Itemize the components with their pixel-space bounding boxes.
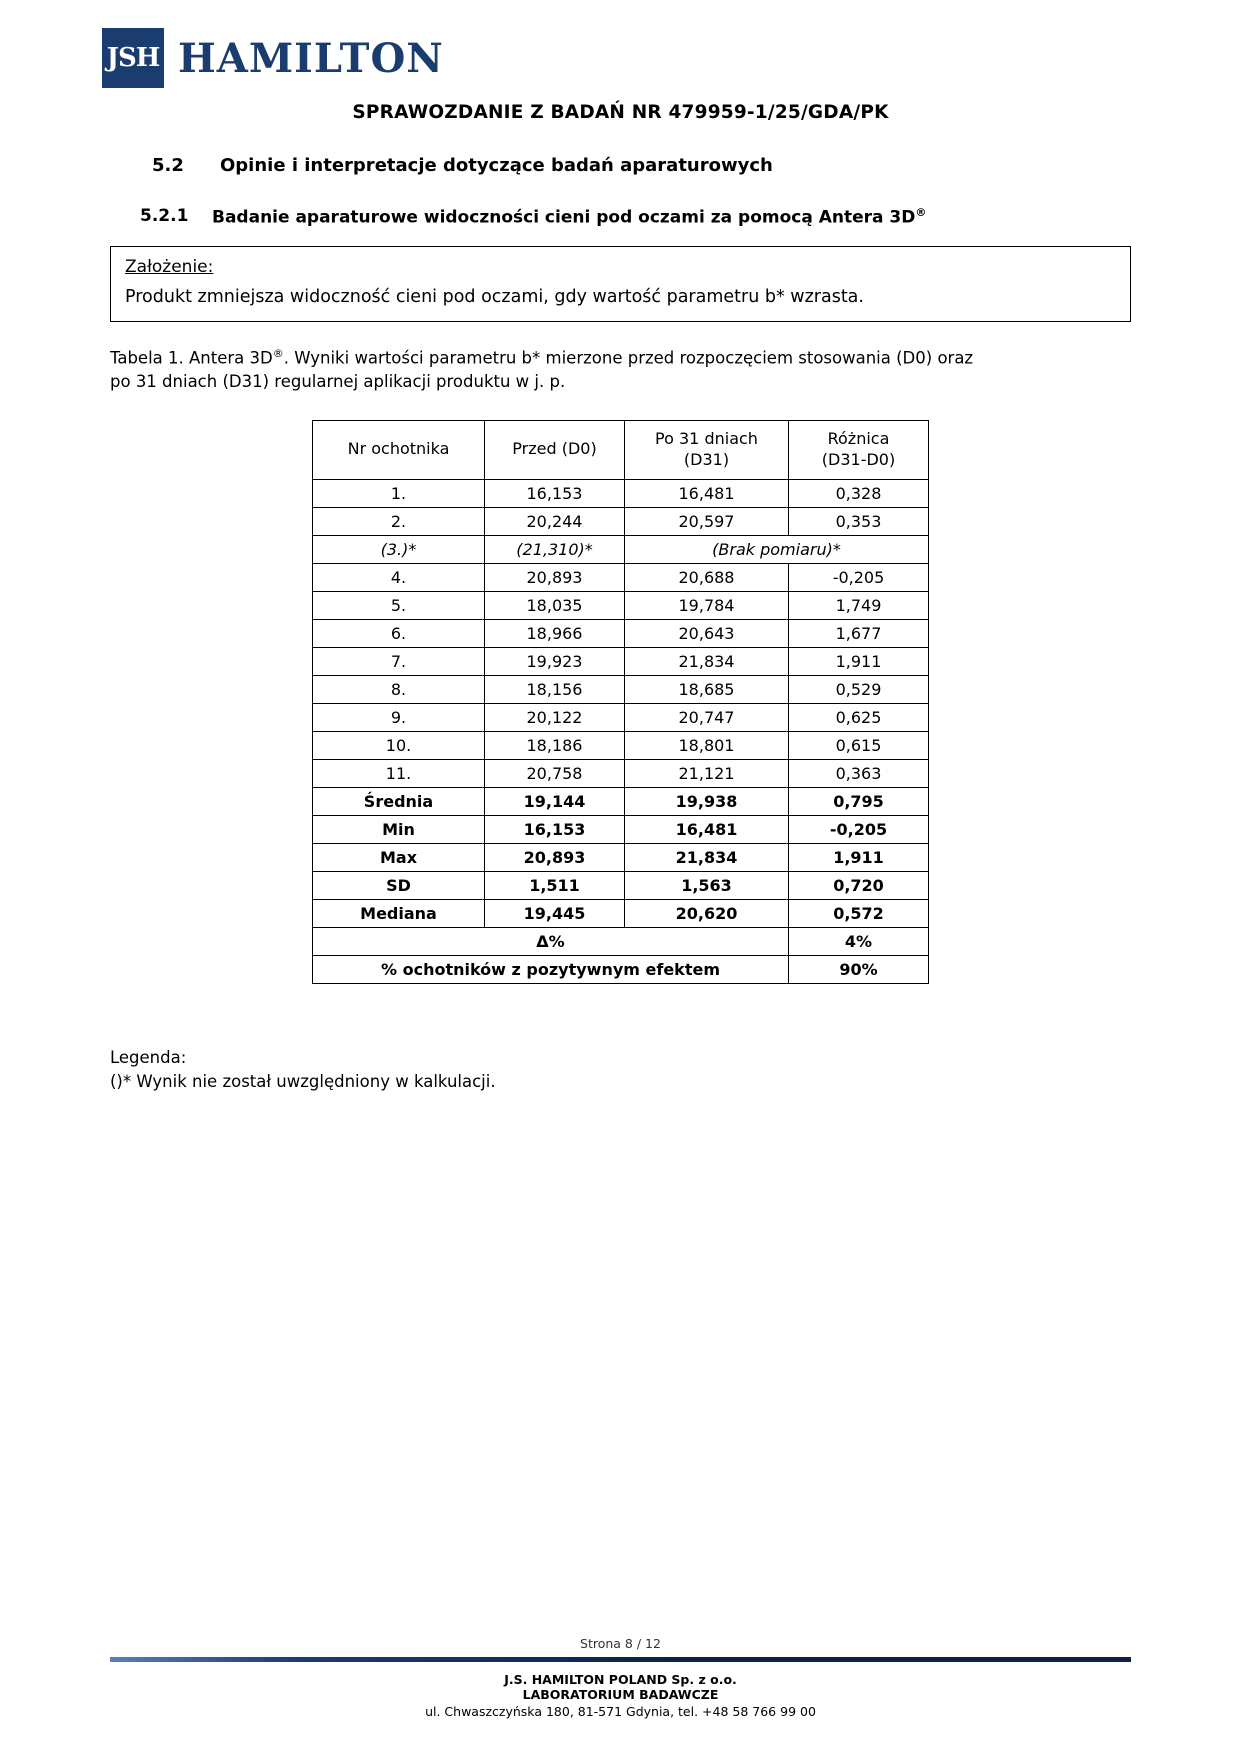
table-row (313, 647, 929, 675)
cell-diff: 1,677 (789, 619, 929, 647)
summary-d0: 20,893 (485, 843, 625, 871)
cell-diff: 0,529 (789, 675, 929, 703)
subsection-title (212, 206, 926, 228)
positive-effect-value: 90% (789, 955, 929, 983)
summary-diff: 0,720 (789, 871, 929, 899)
column-header-subject: Nr ochotnika (313, 421, 485, 480)
cell-d31: 18,685 (625, 675, 789, 703)
table-row (313, 563, 929, 591)
cell-diff: 0,353 (789, 507, 929, 535)
table-caption-line2: po 31 dniach (D31) regularnej aplikacji produktu w j. p. (110, 372, 566, 392)
assumption-text: Produkt zmniejsza widoczność cieni pod oczami, gdy wartość parametru b* wzrasta. (125, 286, 864, 307)
cell-d31: 20,643 (625, 619, 789, 647)
cell-d31: 19,784 (625, 591, 789, 619)
table-row (313, 759, 929, 787)
cell-d31: 21,121 (625, 759, 789, 787)
cell-diff: 0,328 (789, 479, 929, 507)
footer-company: J.S. HAMILTON POLAND Sp. z o.o. (504, 1672, 737, 1687)
section-heading (152, 155, 1131, 176)
summary-row-positive (313, 955, 929, 983)
section-number: 5.2 (152, 155, 184, 176)
cell-d0: 20,893 (485, 563, 625, 591)
column-header-diff-line1: Różnica (827, 429, 890, 448)
table-caption (110, 346, 1131, 394)
cell-d0: 20,244 (485, 507, 625, 535)
legend (110, 1046, 1131, 1096)
table-row (313, 703, 929, 731)
summary-d0: 19,445 (485, 899, 625, 927)
cell-d0: 20,758 (485, 759, 625, 787)
legend-title: Legenda: (110, 1047, 187, 1067)
summary-d0: 1,511 (485, 871, 625, 899)
subsection-heading (140, 206, 1131, 228)
subsection-title-text: Badanie aparaturowe widoczności cieni pod oczami za pomocą Antera 3D (212, 207, 916, 228)
table-row (313, 591, 929, 619)
summary-d31: 16,481 (625, 815, 789, 843)
column-header-d31-line2: (D31) (683, 449, 730, 469)
summary-row-max (313, 843, 929, 871)
page-number: Strona 8 / 12 (580, 1636, 661, 1651)
cell-diff: 0,625 (789, 703, 929, 731)
summary-label: SD (313, 871, 485, 899)
cell-no-measurement: (Brak pomiaru)* (625, 535, 929, 563)
summary-row-mean (313, 787, 929, 815)
registered-mark-caption: ® (272, 346, 284, 360)
cell-d31: 18,801 (625, 731, 789, 759)
summary-row-min (313, 815, 929, 843)
cell-d0: 18,156 (485, 675, 625, 703)
cell-subject: 11. (313, 759, 485, 787)
summary-d0: 16,153 (485, 815, 625, 843)
summary-label: Średnia (313, 787, 485, 815)
summary-row-median (313, 899, 929, 927)
document-title: SPRAWOZDANIE Z BADAŃ NR 479959-1/25/GDA/PK (352, 102, 889, 123)
brand-logo (102, 0, 1131, 88)
cell-diff: 0,615 (789, 731, 929, 759)
footer-department: LABORATORIUM BADAWCZE (522, 1687, 719, 1702)
table-caption-line1-b: . Wyniki wartości parametru b* mierzone przed rozpoczęciem stosowania (D0) oraz (283, 348, 974, 368)
column-header-d31-line1: Po 31 dniach (655, 429, 758, 448)
summary-d31: 21,834 (625, 843, 789, 871)
column-header-d0: Przed (D0) (485, 421, 625, 480)
summary-diff: 0,795 (789, 787, 929, 815)
table-row (313, 479, 929, 507)
cell-subject: 4. (313, 563, 485, 591)
section-title: Opinie i interpretacje dotyczące badań aparaturowych (220, 155, 773, 176)
table-row-excluded (313, 535, 929, 563)
table-row (313, 675, 929, 703)
summary-label: Mediana (313, 899, 485, 927)
delta-label: Δ% (313, 927, 789, 955)
subsection-number: 5.2.1 (140, 206, 189, 226)
summary-diff: 0,572 (789, 899, 929, 927)
cell-diff: 1,911 (789, 647, 929, 675)
legend-text: ()* Wynik nie został uwzględniony w kalkulacji. (110, 1072, 496, 1092)
cell-diff: -0,205 (789, 563, 929, 591)
cell-subject: 6. (313, 619, 485, 647)
cell-diff: 0,363 (789, 759, 929, 787)
summary-label: Min (313, 815, 485, 843)
assumption-label: Założenie: (125, 256, 214, 277)
cell-subject: 1. (313, 479, 485, 507)
summary-diff: 1,911 (789, 843, 929, 871)
summary-d31: 1,563 (625, 871, 789, 899)
summary-d31: 19,938 (625, 787, 789, 815)
footer-address: ul. Chwaszczyńska 180, 81-571 Gdynia, tel. +48 58 766 99 00 (425, 1704, 816, 1719)
cell-d31: 16,481 (625, 479, 789, 507)
summary-row-delta (313, 927, 929, 955)
cell-subject: 7. (313, 647, 485, 675)
column-header-diff (789, 421, 929, 480)
cell-subject: 10. (313, 731, 485, 759)
cell-subject: 2. (313, 507, 485, 535)
table-caption-line1-a: Tabela 1. Antera 3D (110, 348, 273, 368)
summary-row-sd (313, 871, 929, 899)
positive-effect-label: % ochotników z pozytywnym efektem (313, 955, 789, 983)
cell-d0: 18,186 (485, 731, 625, 759)
cell-d31: 21,834 (625, 647, 789, 675)
summary-label: Max (313, 843, 485, 871)
column-header-diff-line2: (D31-D0) (821, 449, 896, 469)
cell-subject: 9. (313, 703, 485, 731)
page-footer (0, 1636, 1241, 1719)
cell-d0: (21,310)* (485, 535, 625, 563)
logo-mark-text: JSH (106, 43, 160, 73)
delta-value: 4% (789, 927, 929, 955)
table-row (313, 507, 929, 535)
table-header-row (313, 421, 929, 480)
footer-divider (110, 1657, 1131, 1662)
assumption-box (110, 246, 1131, 322)
cell-d31: 20,688 (625, 563, 789, 591)
summary-diff: -0,205 (789, 815, 929, 843)
cell-d0: 20,122 (485, 703, 625, 731)
column-header-d31 (625, 421, 789, 480)
cell-d0: 18,966 (485, 619, 625, 647)
cell-d0: 16,153 (485, 479, 625, 507)
cell-d31: 20,597 (625, 507, 789, 535)
results-table (312, 420, 929, 984)
cell-subject: 8. (313, 675, 485, 703)
registered-mark: ® (915, 206, 927, 219)
cell-d31: 20,747 (625, 703, 789, 731)
cell-d0: 18,035 (485, 591, 625, 619)
brand-name: HAMILTON (178, 34, 444, 82)
cell-subject: 5. (313, 591, 485, 619)
table-row (313, 619, 929, 647)
summary-d31: 20,620 (625, 899, 789, 927)
cell-diff: 1,749 (789, 591, 929, 619)
summary-d0: 19,144 (485, 787, 625, 815)
cell-d0: 19,923 (485, 647, 625, 675)
results-table-wrapper (110, 420, 1131, 984)
table-row (313, 731, 929, 759)
cell-subject: (3.)* (313, 535, 485, 563)
hamilton-logo-icon (102, 28, 164, 88)
